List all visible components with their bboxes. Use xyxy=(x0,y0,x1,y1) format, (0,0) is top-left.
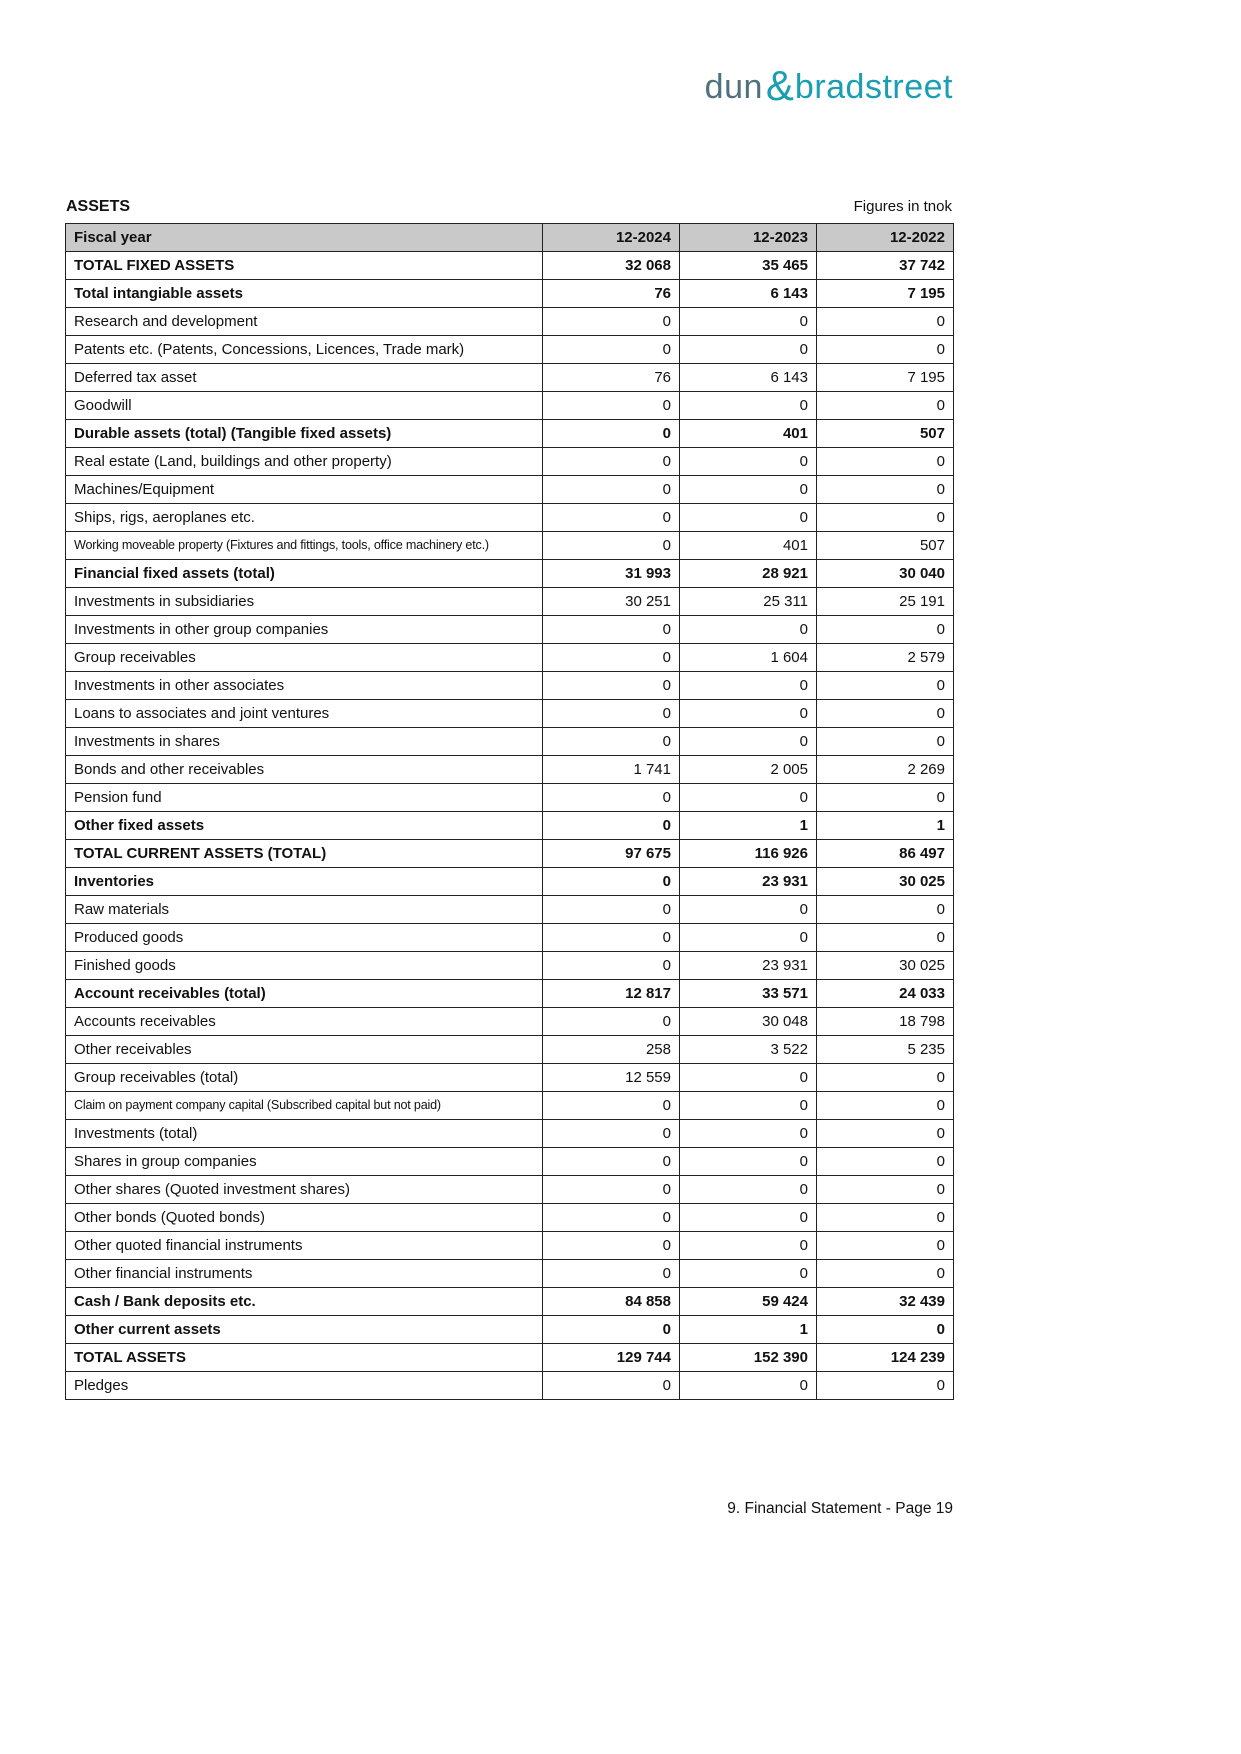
table-row xyxy=(66,1344,954,1372)
row-value: 507 xyxy=(817,532,954,560)
row-value: 0 xyxy=(680,1204,817,1232)
row-value: 7 195 xyxy=(817,280,954,308)
table-row xyxy=(66,840,954,868)
row-value: 0 xyxy=(817,784,954,812)
row-value: 6 143 xyxy=(680,364,817,392)
row-label: Pledges xyxy=(66,1372,543,1400)
row-value: 401 xyxy=(680,420,817,448)
table-row xyxy=(66,896,954,924)
row-label: Total intangiable assets xyxy=(66,280,543,308)
row-label: Investments in other associates xyxy=(66,672,543,700)
row-value: 0 xyxy=(543,896,680,924)
figures-unit-note: Figures in tnok xyxy=(853,198,952,215)
row-value: 0 xyxy=(817,1148,954,1176)
row-value: 86 497 xyxy=(817,840,954,868)
row-value: 0 xyxy=(543,1120,680,1148)
row-value: 0 xyxy=(680,1372,817,1400)
table-row xyxy=(66,588,954,616)
row-value: 5 235 xyxy=(817,1036,954,1064)
table-row xyxy=(66,952,954,980)
row-value: 0 xyxy=(817,1260,954,1288)
row-value: 31 993 xyxy=(543,560,680,588)
row-value: 25 311 xyxy=(680,588,817,616)
row-label: Group receivables (total) xyxy=(66,1064,543,1092)
row-label: Group receivables xyxy=(66,644,543,672)
logo-ampersand-icon: & xyxy=(765,62,794,109)
row-value: 0 xyxy=(543,308,680,336)
column-header-year: 12-2023 xyxy=(680,224,817,252)
row-value: 23 931 xyxy=(680,868,817,896)
logo-text-bradstreet: bradstreet xyxy=(794,68,953,106)
row-value: 97 675 xyxy=(543,840,680,868)
row-label: Accounts receivables xyxy=(66,1008,543,1036)
table-row xyxy=(66,1008,954,1036)
row-value: 1 741 xyxy=(543,756,680,784)
table-row xyxy=(66,1120,954,1148)
row-value: 0 xyxy=(817,308,954,336)
row-value: 1 xyxy=(680,1316,817,1344)
row-value: 0 xyxy=(543,1148,680,1176)
table-row xyxy=(66,644,954,672)
row-value: 37 742 xyxy=(817,252,954,280)
row-label: TOTAL CURRENT ASSETS (TOTAL) xyxy=(66,840,543,868)
row-value: 0 xyxy=(817,616,954,644)
row-value: 0 xyxy=(680,896,817,924)
row-value: 76 xyxy=(543,280,680,308)
table-row xyxy=(66,1064,954,1092)
row-value: 59 424 xyxy=(680,1288,817,1316)
table-row xyxy=(66,1176,954,1204)
row-value: 0 xyxy=(543,672,680,700)
row-label: Inventories xyxy=(66,868,543,896)
row-value: 33 571 xyxy=(680,980,817,1008)
table-row xyxy=(66,448,954,476)
row-value: 0 xyxy=(817,1316,954,1344)
table-row xyxy=(66,308,954,336)
row-value: 401 xyxy=(680,532,817,560)
row-value: 507 xyxy=(817,420,954,448)
row-label: Other shares (Quoted investment shares) xyxy=(66,1176,543,1204)
table-row xyxy=(66,420,954,448)
row-value: 30 251 xyxy=(543,588,680,616)
row-value: 1 xyxy=(680,812,817,840)
page-footer: 9. Financial Statement - Page 19 xyxy=(727,1500,953,1517)
row-value: 2 579 xyxy=(817,644,954,672)
row-value: 0 xyxy=(680,1120,817,1148)
row-label: Other quoted financial instruments xyxy=(66,1232,543,1260)
row-value: 30 048 xyxy=(680,1008,817,1036)
row-value: 0 xyxy=(817,896,954,924)
table-header-row xyxy=(66,224,954,252)
row-value: 0 xyxy=(680,1176,817,1204)
row-value: 0 xyxy=(817,448,954,476)
row-value: 2 005 xyxy=(680,756,817,784)
row-value: 0 xyxy=(680,616,817,644)
table-row xyxy=(66,1372,954,1400)
row-value: 0 xyxy=(680,308,817,336)
row-label: Other bonds (Quoted bonds) xyxy=(66,1204,543,1232)
column-header-year: 12-2022 xyxy=(817,224,954,252)
row-label: Other receivables xyxy=(66,1036,543,1064)
row-value: 124 239 xyxy=(817,1344,954,1372)
row-label: TOTAL ASSETS xyxy=(66,1344,543,1372)
row-value: 0 xyxy=(543,952,680,980)
row-value: 0 xyxy=(543,868,680,896)
row-label: Durable assets (total) (Tangible fixed assets) xyxy=(66,420,543,448)
row-value: 0 xyxy=(680,672,817,700)
row-value: 0 xyxy=(543,812,680,840)
row-value: 152 390 xyxy=(680,1344,817,1372)
row-value: 0 xyxy=(543,1232,680,1260)
row-value: 84 858 xyxy=(543,1288,680,1316)
row-value: 258 xyxy=(543,1036,680,1064)
logo-text-dun: dun xyxy=(704,68,763,106)
row-value: 0 xyxy=(817,1232,954,1260)
row-label: Claim on payment company capital (Subscribed capital but not paid) xyxy=(66,1092,543,1120)
row-label: TOTAL FIXED ASSETS xyxy=(66,252,543,280)
column-header-year: 12-2024 xyxy=(543,224,680,252)
row-value: 12 817 xyxy=(543,980,680,1008)
table-row xyxy=(66,392,954,420)
table-row xyxy=(66,252,954,280)
row-label: Financial fixed assets (total) xyxy=(66,560,543,588)
table-row xyxy=(66,1288,954,1316)
row-value: 1 604 xyxy=(680,644,817,672)
dun-bradstreet-logo xyxy=(705,60,953,108)
row-value: 0 xyxy=(543,1372,680,1400)
row-value: 0 xyxy=(680,700,817,728)
row-label: Working moveable property (Fixtures and fittings, tools, office machinery etc.) xyxy=(66,532,543,560)
row-value: 0 xyxy=(543,784,680,812)
row-label: Produced goods xyxy=(66,924,543,952)
row-value: 12 559 xyxy=(543,1064,680,1092)
row-value: 0 xyxy=(680,448,817,476)
row-label: Cash / Bank deposits etc. xyxy=(66,1288,543,1316)
row-value: 0 xyxy=(817,1120,954,1148)
row-value: 0 xyxy=(543,392,680,420)
row-label: Deferred tax asset xyxy=(66,364,543,392)
row-label: Investments in other group companies xyxy=(66,616,543,644)
row-value: 0 xyxy=(543,1092,680,1120)
table-row xyxy=(66,756,954,784)
row-value: 0 xyxy=(543,644,680,672)
row-value: 0 xyxy=(680,336,817,364)
row-value: 30 025 xyxy=(817,952,954,980)
table-row xyxy=(66,504,954,532)
content-area xyxy=(65,198,953,1400)
row-value: 35 465 xyxy=(680,252,817,280)
row-value: 76 xyxy=(543,364,680,392)
row-label: Shares in group companies xyxy=(66,1148,543,1176)
row-value: 129 744 xyxy=(543,1344,680,1372)
row-value: 0 xyxy=(543,504,680,532)
row-value: 0 xyxy=(543,448,680,476)
table-row xyxy=(66,476,954,504)
row-value: 2 269 xyxy=(817,756,954,784)
row-value: 0 xyxy=(817,392,954,420)
row-value: 0 xyxy=(680,728,817,756)
table-row xyxy=(66,1092,954,1120)
row-value: 0 xyxy=(817,1204,954,1232)
row-value: 0 xyxy=(817,1092,954,1120)
table-row xyxy=(66,364,954,392)
table-row xyxy=(66,336,954,364)
section-title: ASSETS xyxy=(66,198,131,215)
assets-table xyxy=(65,223,954,1400)
table-row xyxy=(66,728,954,756)
row-value: 30 040 xyxy=(817,560,954,588)
row-value: 0 xyxy=(817,504,954,532)
row-value: 0 xyxy=(543,476,680,504)
row-value: 0 xyxy=(543,924,680,952)
row-value: 7 195 xyxy=(817,364,954,392)
table-row xyxy=(66,280,954,308)
row-value: 0 xyxy=(680,1232,817,1260)
table-body xyxy=(66,252,954,1400)
table-row xyxy=(66,532,954,560)
row-label: Raw materials xyxy=(66,896,543,924)
row-value: 0 xyxy=(543,616,680,644)
table-row xyxy=(66,1148,954,1176)
row-value: 0 xyxy=(680,1148,817,1176)
row-value: 32 439 xyxy=(817,1288,954,1316)
row-value: 0 xyxy=(680,1064,817,1092)
row-value: 0 xyxy=(543,1204,680,1232)
column-header-fiscal-year: Fiscal year xyxy=(66,224,543,252)
row-value: 0 xyxy=(543,336,680,364)
row-value: 6 143 xyxy=(680,280,817,308)
row-value: 116 926 xyxy=(680,840,817,868)
row-value: 0 xyxy=(680,924,817,952)
row-value: 0 xyxy=(817,1372,954,1400)
row-value: 0 xyxy=(817,1064,954,1092)
table-row xyxy=(66,812,954,840)
row-label: Ships, rigs, aeroplanes etc. xyxy=(66,504,543,532)
row-label: Pension fund xyxy=(66,784,543,812)
row-value: 0 xyxy=(543,700,680,728)
table-row xyxy=(66,672,954,700)
row-value: 24 033 xyxy=(817,980,954,1008)
row-value: 0 xyxy=(680,1092,817,1120)
table-row xyxy=(66,980,954,1008)
row-label: Research and development xyxy=(66,308,543,336)
row-value: 0 xyxy=(543,1008,680,1036)
row-value: 0 xyxy=(817,700,954,728)
row-value: 28 921 xyxy=(680,560,817,588)
row-value: 0 xyxy=(543,1260,680,1288)
table-row xyxy=(66,1316,954,1344)
row-value: 0 xyxy=(817,336,954,364)
row-value: 0 xyxy=(680,476,817,504)
row-value: 0 xyxy=(543,1176,680,1204)
row-label: Investments in shares xyxy=(66,728,543,756)
row-label: Real estate (Land, buildings and other property) xyxy=(66,448,543,476)
row-value: 0 xyxy=(543,1316,680,1344)
table-heading-row xyxy=(65,198,953,216)
table-row xyxy=(66,560,954,588)
row-label: Investments in subsidiaries xyxy=(66,588,543,616)
table-row xyxy=(66,1232,954,1260)
row-value: 23 931 xyxy=(680,952,817,980)
table-row xyxy=(66,868,954,896)
row-value: 0 xyxy=(680,1260,817,1288)
table-row xyxy=(66,1260,954,1288)
row-value: 1 xyxy=(817,812,954,840)
row-label: Other current assets xyxy=(66,1316,543,1344)
row-label: Account receivables (total) xyxy=(66,980,543,1008)
row-label: Patents etc. (Patents, Concessions, Licences, Trade mark) xyxy=(66,336,543,364)
row-value: 25 191 xyxy=(817,588,954,616)
row-value: 32 068 xyxy=(543,252,680,280)
row-value: 0 xyxy=(817,1176,954,1204)
assets-table-head xyxy=(66,224,954,252)
table-row xyxy=(66,784,954,812)
row-label: Bonds and other receivables xyxy=(66,756,543,784)
row-value: 0 xyxy=(680,504,817,532)
row-value: 0 xyxy=(543,420,680,448)
row-label: Loans to associates and joint ventures xyxy=(66,700,543,728)
row-value: 0 xyxy=(543,532,680,560)
row-value: 0 xyxy=(543,728,680,756)
row-value: 0 xyxy=(817,924,954,952)
row-value: 30 025 xyxy=(817,868,954,896)
row-value: 0 xyxy=(680,392,817,420)
row-label: Investments (total) xyxy=(66,1120,543,1148)
row-value: 0 xyxy=(817,728,954,756)
row-value: 3 522 xyxy=(680,1036,817,1064)
row-value: 0 xyxy=(680,784,817,812)
table-row xyxy=(66,700,954,728)
row-value: 0 xyxy=(817,672,954,700)
row-label: Other financial instruments xyxy=(66,1260,543,1288)
table-row xyxy=(66,1036,954,1064)
row-value: 18 798 xyxy=(817,1008,954,1036)
row-label: Machines/Equipment xyxy=(66,476,543,504)
row-label: Other fixed assets xyxy=(66,812,543,840)
table-row xyxy=(66,1204,954,1232)
row-label: Goodwill xyxy=(66,392,543,420)
row-value: 0 xyxy=(817,476,954,504)
table-row xyxy=(66,924,954,952)
row-label: Finished goods xyxy=(66,952,543,980)
table-row xyxy=(66,616,954,644)
